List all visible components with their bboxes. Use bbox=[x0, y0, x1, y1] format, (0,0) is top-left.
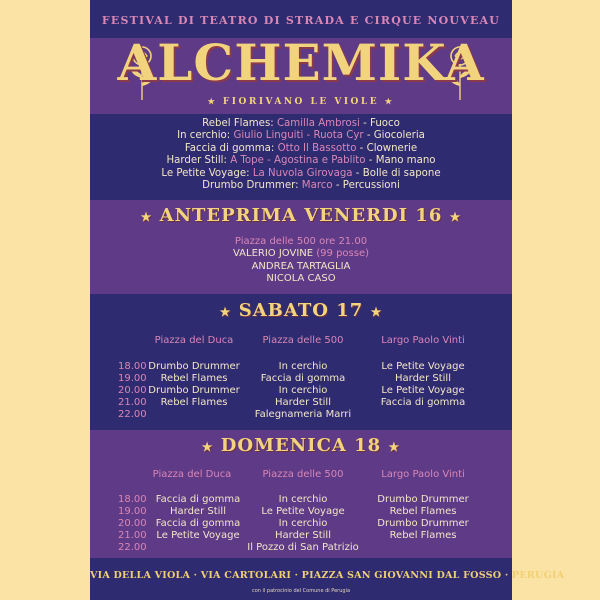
lineup-item: Harder Still: A Tope - Agostina e Pablito - Mano mano bbox=[166, 155, 436, 167]
festival-tagline: FESTIVAL DI TEATRO DI STRADA E CIRQUE NOUVEAU bbox=[101, 14, 501, 27]
schedule-cell: In cerchio bbox=[278, 518, 328, 529]
schedule-time: 21.00 bbox=[118, 530, 147, 541]
schedule-cell: Le Petite Voyage bbox=[156, 530, 240, 541]
schedule-cell: Drumbo Drummer bbox=[148, 385, 240, 396]
poster bbox=[90, 0, 565, 600]
schedule-cell: Harder Still bbox=[170, 506, 226, 517]
schedule-cell: In cerchio bbox=[278, 385, 328, 396]
lineup-list bbox=[90, 118, 512, 192]
schedule-time: 22.00 bbox=[118, 542, 147, 553]
lineup-item: In cerchio: Giulio Linguiti - Ruota Cyr - Giocoleria bbox=[177, 130, 425, 142]
footer-address: VIA DELLA VIOLA · VIA CARTOLARI · PIAZZA SAN GIOVANNI DAL FOSSO · PERUGIA bbox=[90, 570, 565, 581]
schedule-cell: Falegnameria Marri bbox=[254, 409, 352, 420]
schedule-cell: Il Pozzo di San Patrizio bbox=[247, 542, 359, 553]
anteprima-place: Piazza delle 500 ore 21.00 bbox=[234, 236, 368, 247]
anteprima-artist: ANDREA TARTAGLIA bbox=[251, 260, 351, 272]
schedule-time: 20.00 bbox=[118, 385, 147, 396]
schedule-cell: Faccia di gomma bbox=[155, 518, 241, 529]
column-header: Largo Paolo Vinti bbox=[381, 335, 465, 346]
anteprima-heading: ★ ANTEPRIMA VENERDI 16 ★ bbox=[140, 205, 462, 226]
schedule-cell: Rebel Flames bbox=[389, 530, 457, 541]
column-header: Piazza del Duca bbox=[152, 469, 232, 480]
star-icon: ★ bbox=[201, 440, 214, 454]
column-header: Piazza del Duca bbox=[154, 335, 234, 346]
star-icon: ★ bbox=[370, 305, 383, 319]
column-header: Piazza delle 500 bbox=[262, 335, 344, 346]
schedule-cell: Drumbo Drummer bbox=[377, 494, 469, 505]
schedule-cell: Faccia di gomma bbox=[260, 373, 346, 384]
domenica-heading: ★ DOMENICA 18 ★ bbox=[201, 435, 401, 456]
schedule-time: 18.00 bbox=[118, 361, 147, 372]
subtitle-text: FIORIVANO LE VIOLE bbox=[222, 97, 380, 107]
anteprima-artist: NICOLA CASO bbox=[266, 273, 336, 285]
schedule-cell: Drumbo Drummer bbox=[148, 361, 240, 372]
schedule-cell: Harder Still bbox=[275, 397, 331, 408]
schedule-cell: In cerchio bbox=[278, 494, 328, 505]
schedule-cell: In cerchio bbox=[278, 361, 328, 372]
lineup-item: Le Petite Voyage: La Nuvola Girovaga - Bolle di sapone bbox=[161, 167, 441, 179]
schedule-cell: Harder Still bbox=[275, 530, 331, 541]
lineup-item: Drumbo Drummer: Marco - Percussioni bbox=[202, 180, 400, 192]
anteprima-artist: VALERIO JOVINE (99 posse) bbox=[232, 248, 370, 260]
schedule-cell: Faccia di gomma bbox=[380, 397, 466, 408]
schedule-time: 19.00 bbox=[118, 506, 147, 517]
schedule-time: 19.00 bbox=[118, 373, 147, 384]
schedule-cell: Le Petite Voyage bbox=[381, 361, 465, 372]
star-icon: ★ bbox=[449, 210, 462, 224]
schedule-cell: Rebel Flames bbox=[160, 373, 228, 384]
schedule-cell: Drumbo Drummer bbox=[377, 518, 469, 529]
lineup-item: Rebel Flames: Camilla Ambrosi - Fuoco bbox=[202, 118, 400, 129]
schedule-cell: Rebel Flames bbox=[389, 506, 457, 517]
star-icon: ★ bbox=[140, 210, 153, 224]
festival-title: ALCHEMIKA bbox=[117, 33, 485, 92]
festival-subtitle: ★ FIORIVANO LE VIOLE ★ bbox=[207, 96, 395, 107]
star-icon: ★ bbox=[388, 440, 401, 454]
column-header: Piazza delle 500 bbox=[262, 469, 344, 480]
schedule-cell: Harder Still bbox=[395, 373, 451, 384]
schedule-cell: Le Petite Voyage bbox=[261, 506, 345, 517]
sabato-heading: ★ SABATO 17 ★ bbox=[219, 300, 383, 321]
schedule-time: 18.00 bbox=[118, 494, 147, 505]
anteprima-details bbox=[90, 236, 512, 286]
schedule-time: 21.00 bbox=[118, 397, 147, 408]
column-header: Largo Paolo Vinti bbox=[381, 469, 465, 480]
patronage-note: con il patrocinio del Comune di Perugia bbox=[251, 588, 351, 594]
schedule-time: 22.00 bbox=[118, 409, 147, 420]
schedule-time: 20.00 bbox=[118, 518, 147, 529]
schedule-cell: Faccia di gomma bbox=[155, 494, 241, 505]
lineup-item: Faccia di gomma: Otto Il Bassotto - Clownerie bbox=[184, 142, 418, 154]
schedule-cell: Le Petite Voyage bbox=[381, 385, 465, 396]
star-icon: ★ bbox=[219, 305, 232, 319]
schedule-cell: Rebel Flames bbox=[160, 397, 228, 408]
